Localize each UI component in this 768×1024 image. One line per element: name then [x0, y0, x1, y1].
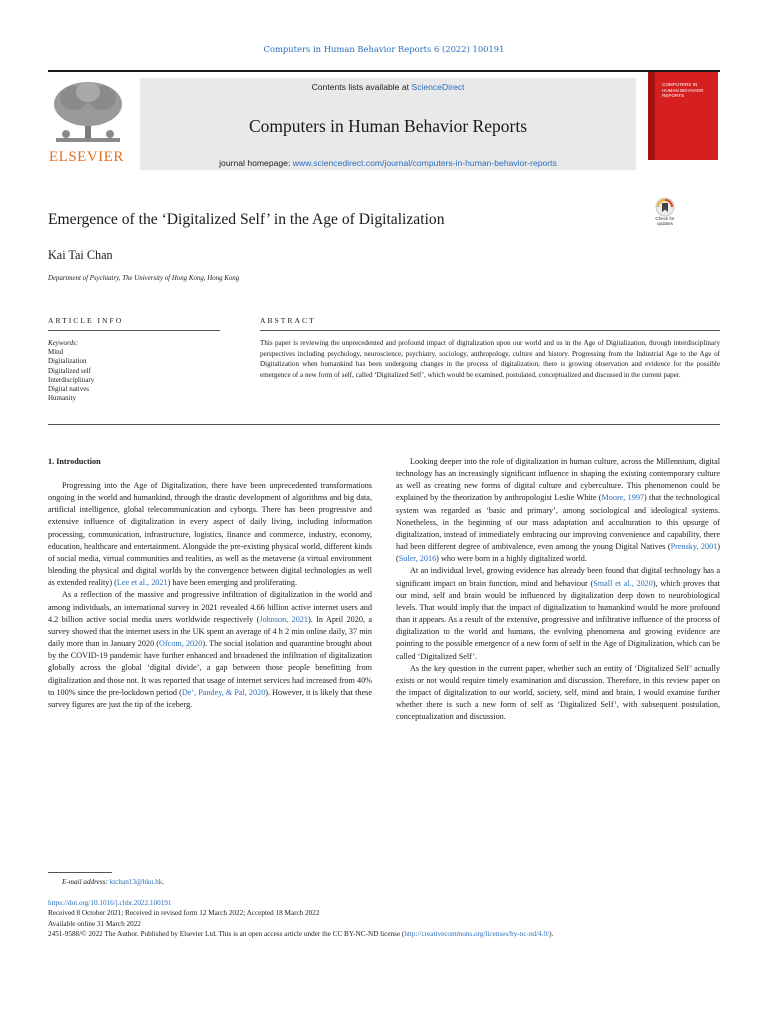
email-link[interactable]: ktchan13@hku.hk: [109, 878, 163, 886]
text: 2451-9588/© 2022 The Author. Published by Elsevier Ltd. This is an open access article under the CC BY-NC-ND license (: [48, 930, 405, 939]
cover-line: HUMAN BEHAVIOR: [662, 87, 704, 93]
text: ), which proves that our mind, self and brain would be influenced by digitalization deep down to neurobiological levels. That would imply that the impact of digitalization to humankind would be more profound than it appears. As a result of the extensive, progressive and infiltrative influence of the process of digitalization to the world and humans, the evolving phenomena and growing evidence are pointing to the possible emergence of a new form of self in the Age of Digitalization, which can be called ‘Digitalized Self’.: [396, 578, 720, 661]
text: ). However, it is likely that these survey figures are just the tip of the iceberg.: [48, 687, 372, 709]
journal-reference[interactable]: Computers in Human Behavior Reports 6 (2022) 100191: [263, 44, 505, 54]
citation-link[interactable]: Lee et al., 2021: [116, 578, 168, 588]
journal-cover-thumbnail[interactable]: [648, 72, 718, 160]
elsevier-tree-icon: [48, 78, 128, 148]
paragraph: [48, 480, 372, 589]
author-name: Kai Tai Chan: [48, 248, 113, 262]
text: ) have been emerging and proliferating.: [167, 578, 298, 588]
divider: [48, 424, 720, 425]
abstract-heading: ABSTRACT: [260, 316, 316, 325]
keywords-label: Keywords:: [48, 339, 79, 347]
sciencedirect-link[interactable]: ScienceDirect: [411, 82, 465, 92]
citation-link[interactable]: Johnson, 2021: [259, 614, 309, 624]
bookmark-check-icon: [648, 197, 682, 217]
citation-link[interactable]: De’, Pandey, & Pal, 2020: [181, 687, 266, 697]
body-right-column: [396, 456, 720, 723]
text: ) that the technological system was regarded as ‘basic and primary’, among sociological and ideological systems. Nonetheless, in the beginning of our mass adaptation and acculturation to this upsurge of digitalization, instead of immediately embracing our improving convenience and capability, there had been different degree of ambivalence, even among the young Digital Natives (: [396, 493, 720, 552]
contents-line: [140, 82, 636, 92]
article-info-heading: ARTICLE INFO: [48, 316, 124, 325]
keyword-item: Humanity: [48, 394, 76, 403]
journal-name: Computers in Human Behavior Reports: [248, 116, 528, 136]
badge-label: Check for updates: [655, 216, 675, 226]
keywords-list: [48, 339, 94, 403]
journal-header: [48, 70, 720, 172]
cover-line: REPORTS: [662, 93, 685, 99]
homepage-line: [140, 158, 636, 168]
cover-line: COMPUTERS IN: [662, 82, 698, 87]
section-heading-introduction: 1. Introduction: [48, 457, 101, 466]
license-statement: [48, 929, 720, 939]
received-dates: Received 8 October 2021; Received in revised form 12 March 2022; Accepted 18 March 2022: [48, 909, 320, 918]
article-title: Emergence of the ‘Digitalized Self’ in the Age of Digitalization: [48, 211, 445, 228]
publication-footer: [48, 898, 720, 940]
paragraph: [48, 589, 372, 711]
divider: [48, 872, 112, 873]
citation-link[interactable]: Moore, 1997: [601, 493, 645, 503]
text: At an individual level, growing evidence has already been found that digital technology has a significant impact on brain function, mind and behaviour (: [396, 566, 720, 588]
email-label: E-mail address:: [62, 878, 110, 886]
citation-link[interactable]: Prensky, 2001: [670, 542, 718, 552]
author-affiliation: Department of Psychiatry, The University of Hong Kong, Hong Kong: [48, 275, 240, 282]
paragraph: As the key question in the current paper, whether such an entity of ‘Digitalized Self’ actually exists or not would require timely examination and discussion. Therefore, in this review paper on the impact of digitalization to our world, society, self, mind and brain, I would examine further whether there is such a new form of self as ‘Digitalized Self’, with subsequent postulation, conceptualization and discussion.: [396, 663, 720, 722]
keyword-item: Mind: [48, 348, 64, 357]
text: ). The social isolation and quarantine brought about by the COVID-19 pandemic have further enhanced and broadened the infiltration of digitalization globally across the global ‘digital divide’, a gap between those people benefitting from digitalization and those not. It was reported that usage of internet services had increased from 40% to 100% since the pre-lockdown period (: [48, 639, 372, 697]
license-link[interactable]: http://creativecommons.org/licenses/by-nc-nd/4.0/: [404, 930, 550, 939]
text: As a reflection of the massive and progressive infiltration of digitalization in the world and among individuals, an international survey in 2021 revealed 4.66 billion active internet users and 4.2 billion active social media users worldwide respectively (: [48, 590, 372, 624]
abstract-text: This paper is reviewing the unprecedented and profound impact of digitalization upon our world and us in the Age of Digitalization, through interdisciplinary perspectives including psychology, neuroscience, psychiatry, sociology, anthropology, culture and history. Progressing from the Industrial Age to the Age of Digitalization when humankind has been undergoing changes in the process of digitalization, there is growing observation and evidence for the possible emergence of a new form of self, called ‘Digitalized Self’, which would be examined, postulated, conceptualized and discussed in the current paper.: [260, 339, 720, 379]
citation-link[interactable]: Ofcom, 2020: [159, 639, 203, 649]
keyword-item: Digitalization: [48, 357, 87, 366]
keyword-item: Digital natives: [48, 385, 90, 394]
elsevier-logo: [48, 78, 128, 170]
text: ). In April 2020, a survey showed that the internet users in the UK spent an average of 4 h 2 min online daily, 37 min daily more than in January 2020 (: [48, 614, 373, 649]
text: ) who were born in a highly digitalized world.: [436, 554, 587, 564]
online-date: Available online 31 March 2022: [48, 919, 141, 928]
divider: [260, 330, 720, 331]
text: Looking deeper into the role of digitalization in human culture, across the Millennium, digital technology has an increasingly significant influence in shaping the existing contemporary culture as well as creating new forms of digital culture and cyberculture. This phenomenon could be explained by the theorization by anthropologist Leslie White (: [396, 457, 720, 503]
contents-prefix: Contents lists available at: [311, 82, 412, 92]
homepage-link[interactable]: www.sciencedirect.com/journal/computers-in-human-behavior-reports: [292, 158, 557, 168]
keyword-item: Digitalized self: [48, 366, 91, 375]
elsevier-wordmark: ELSEVIER: [49, 149, 124, 165]
check-for-updates-badge[interactable]: [648, 197, 682, 233]
journal-info-panel: [140, 78, 636, 170]
cover-spine: [648, 72, 655, 160]
doi-link[interactable]: https://doi.org/10.1016/j.chbr.2022.100191: [48, 899, 172, 907]
body-left-column: [48, 468, 372, 711]
text: Progressing into the Age of Digitalization, there have been unprecedented transformations ongoing in the world and humankind, through the drastic development of algorithms and big data, artificial intelligence, global telecommunication and cyborgs. There has been progressive and extensive influence of digitalization in every aspect of daily living, including information processing, communication, infrastructure, logistics, finance and commerce, industry, economy, education, healthcare and entertainment. Alongside the pre-existing physical world, different kinds of social media, virtual communities and realities, as well as the metaverse (a virtual environment blending the physical and digital worlds by the convergence between digital technologies as well as extended reality) (: [48, 481, 372, 588]
citation-link[interactable]: Suler, 2016: [398, 554, 437, 564]
keyword-item: Interdisciplinary: [48, 375, 95, 384]
citation-link[interactable]: Small et al., 2020: [593, 578, 653, 588]
divider: [48, 330, 220, 331]
corresponding-email: [62, 878, 164, 886]
homepage-label: journal homepage:: [219, 158, 293, 168]
paragraph: [396, 456, 720, 565]
text: ).: [549, 930, 554, 939]
text: ) (: [396, 542, 720, 564]
paragraph: [396, 565, 720, 662]
text: .: [162, 878, 165, 886]
cover-title: [662, 82, 704, 99]
